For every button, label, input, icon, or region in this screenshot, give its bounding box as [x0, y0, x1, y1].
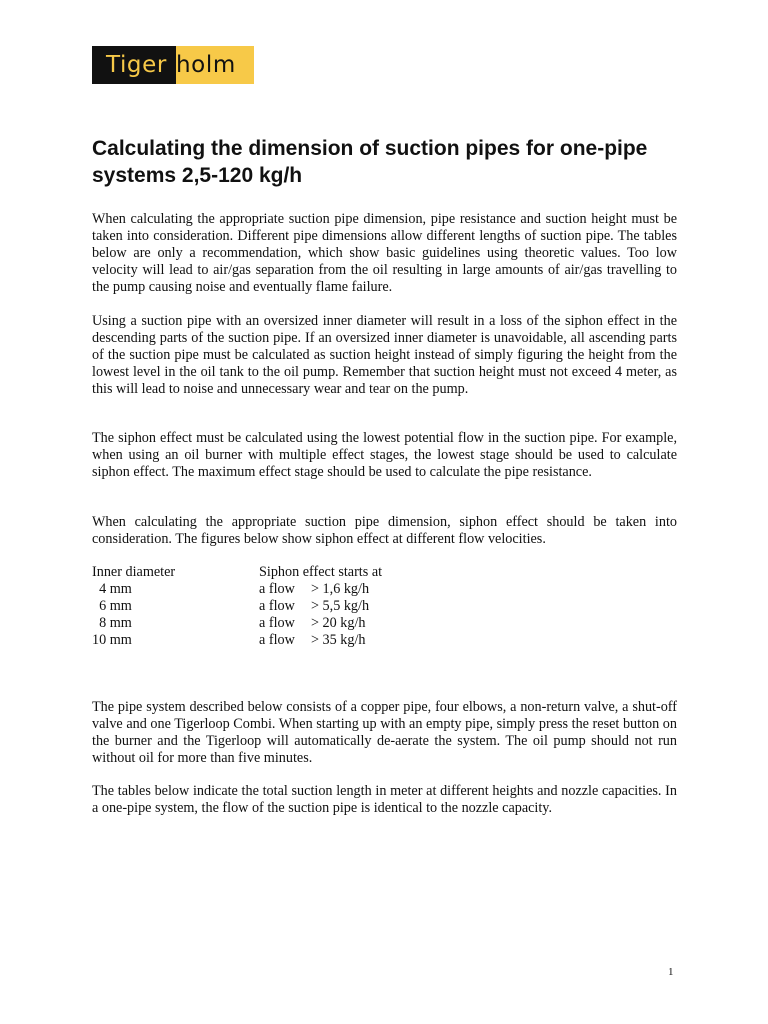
table-row: [92, 615, 492, 632]
table-row: [92, 632, 492, 649]
paragraph-5: The pipe system described below consists of a copper pipe, four elbows, a non-return valve, a shut-off valve and one Tigerloop Combi. When starting up with an empty pipe, simply press the reset button on the burner and the Tigerloop will automatically de-aerate the system. The oil pump should not run without oil for more than five minutes.: [92, 699, 677, 766]
header-inner-diameter: Inner diameter: [92, 564, 176, 580]
flow-value-cell: > 20 kg/h: [311, 615, 366, 631]
paragraph-3: The siphon effect must be calculated using the lowest potential flow in the suction pipe. For example, when using an oil burner with multiple effect stages, the lowest stage should be used to calculate siphon effect. The maximum effect stage should be used to calculate the pipe resistance.: [92, 430, 677, 480]
flow-label-cell: a flow: [259, 581, 295, 597]
logo-text-dark-part: Tiger: [92, 46, 176, 84]
diameter-cell: 8 mm: [92, 615, 132, 631]
tigerholm-logo: [92, 46, 254, 84]
flow-label-cell: a flow: [259, 598, 295, 614]
paragraph-1: When calculating the appropriate suction pipe dimension, pipe resistance and suction height must be taken into consideration. Different pipe dimensions allow different lengths of suction pipe. The tables below are only a recommendation, which show basic guidelines using theoretic values. Too low velocity will lead to air/gas separation from the oil resulting in large amounts of air/gas travelling to the pump causing noise and eventually flame failure.: [92, 211, 677, 295]
diameter-cell: 10 mm: [92, 632, 132, 648]
paragraph-6: The tables below indicate the total suction length in meter at different heights and nozzle capacities. In a one-pipe system, the flow of the suction pipe is identical to the nozzle capacity.: [92, 783, 677, 816]
flow-label-cell: a flow: [259, 632, 295, 648]
table-row: [92, 581, 492, 598]
page-number: 1: [668, 966, 674, 978]
table-header-row: [92, 564, 492, 581]
flow-value-cell: > 5,5 kg/h: [311, 598, 370, 614]
flow-label-cell: a flow: [259, 615, 295, 631]
page-title: Calculating the dimension of suction pipes for one-pipe systems 2,5-120 kg/h: [92, 137, 648, 187]
paragraph-2: Using a suction pipe with an oversized inner diameter will result in a loss of the siphon effect in the descending parts of the suction pipe. If an oversized inner diameter is unavoidable, all ascending parts of the suction pipe must be calculated as suction height instead of simply figuring the height from the lowest level in the oil tank to the oil pump. Remember that suction height must not exceed 4 meter, as this will lead to noise and unnecessary wear and tear on the pump.: [92, 313, 677, 397]
flow-value-cell: > 1,6 kg/h: [311, 581, 370, 597]
flow-value-cell: > 35 kg/h: [311, 632, 366, 648]
paragraph-4: When calculating the appropriate suction pipe dimension, siphon effect should be taken into consideration. The figures below show siphon effect at different flow velocities.: [92, 514, 677, 547]
table-row: [92, 598, 492, 615]
diameter-cell: 6 mm: [92, 598, 132, 614]
diameter-cell: 4 mm: [92, 581, 132, 597]
siphon-effect-table: [92, 564, 492, 649]
logo-text-yellow-part: holm: [176, 46, 254, 84]
header-siphon-effect: Siphon effect starts at: [259, 564, 383, 580]
